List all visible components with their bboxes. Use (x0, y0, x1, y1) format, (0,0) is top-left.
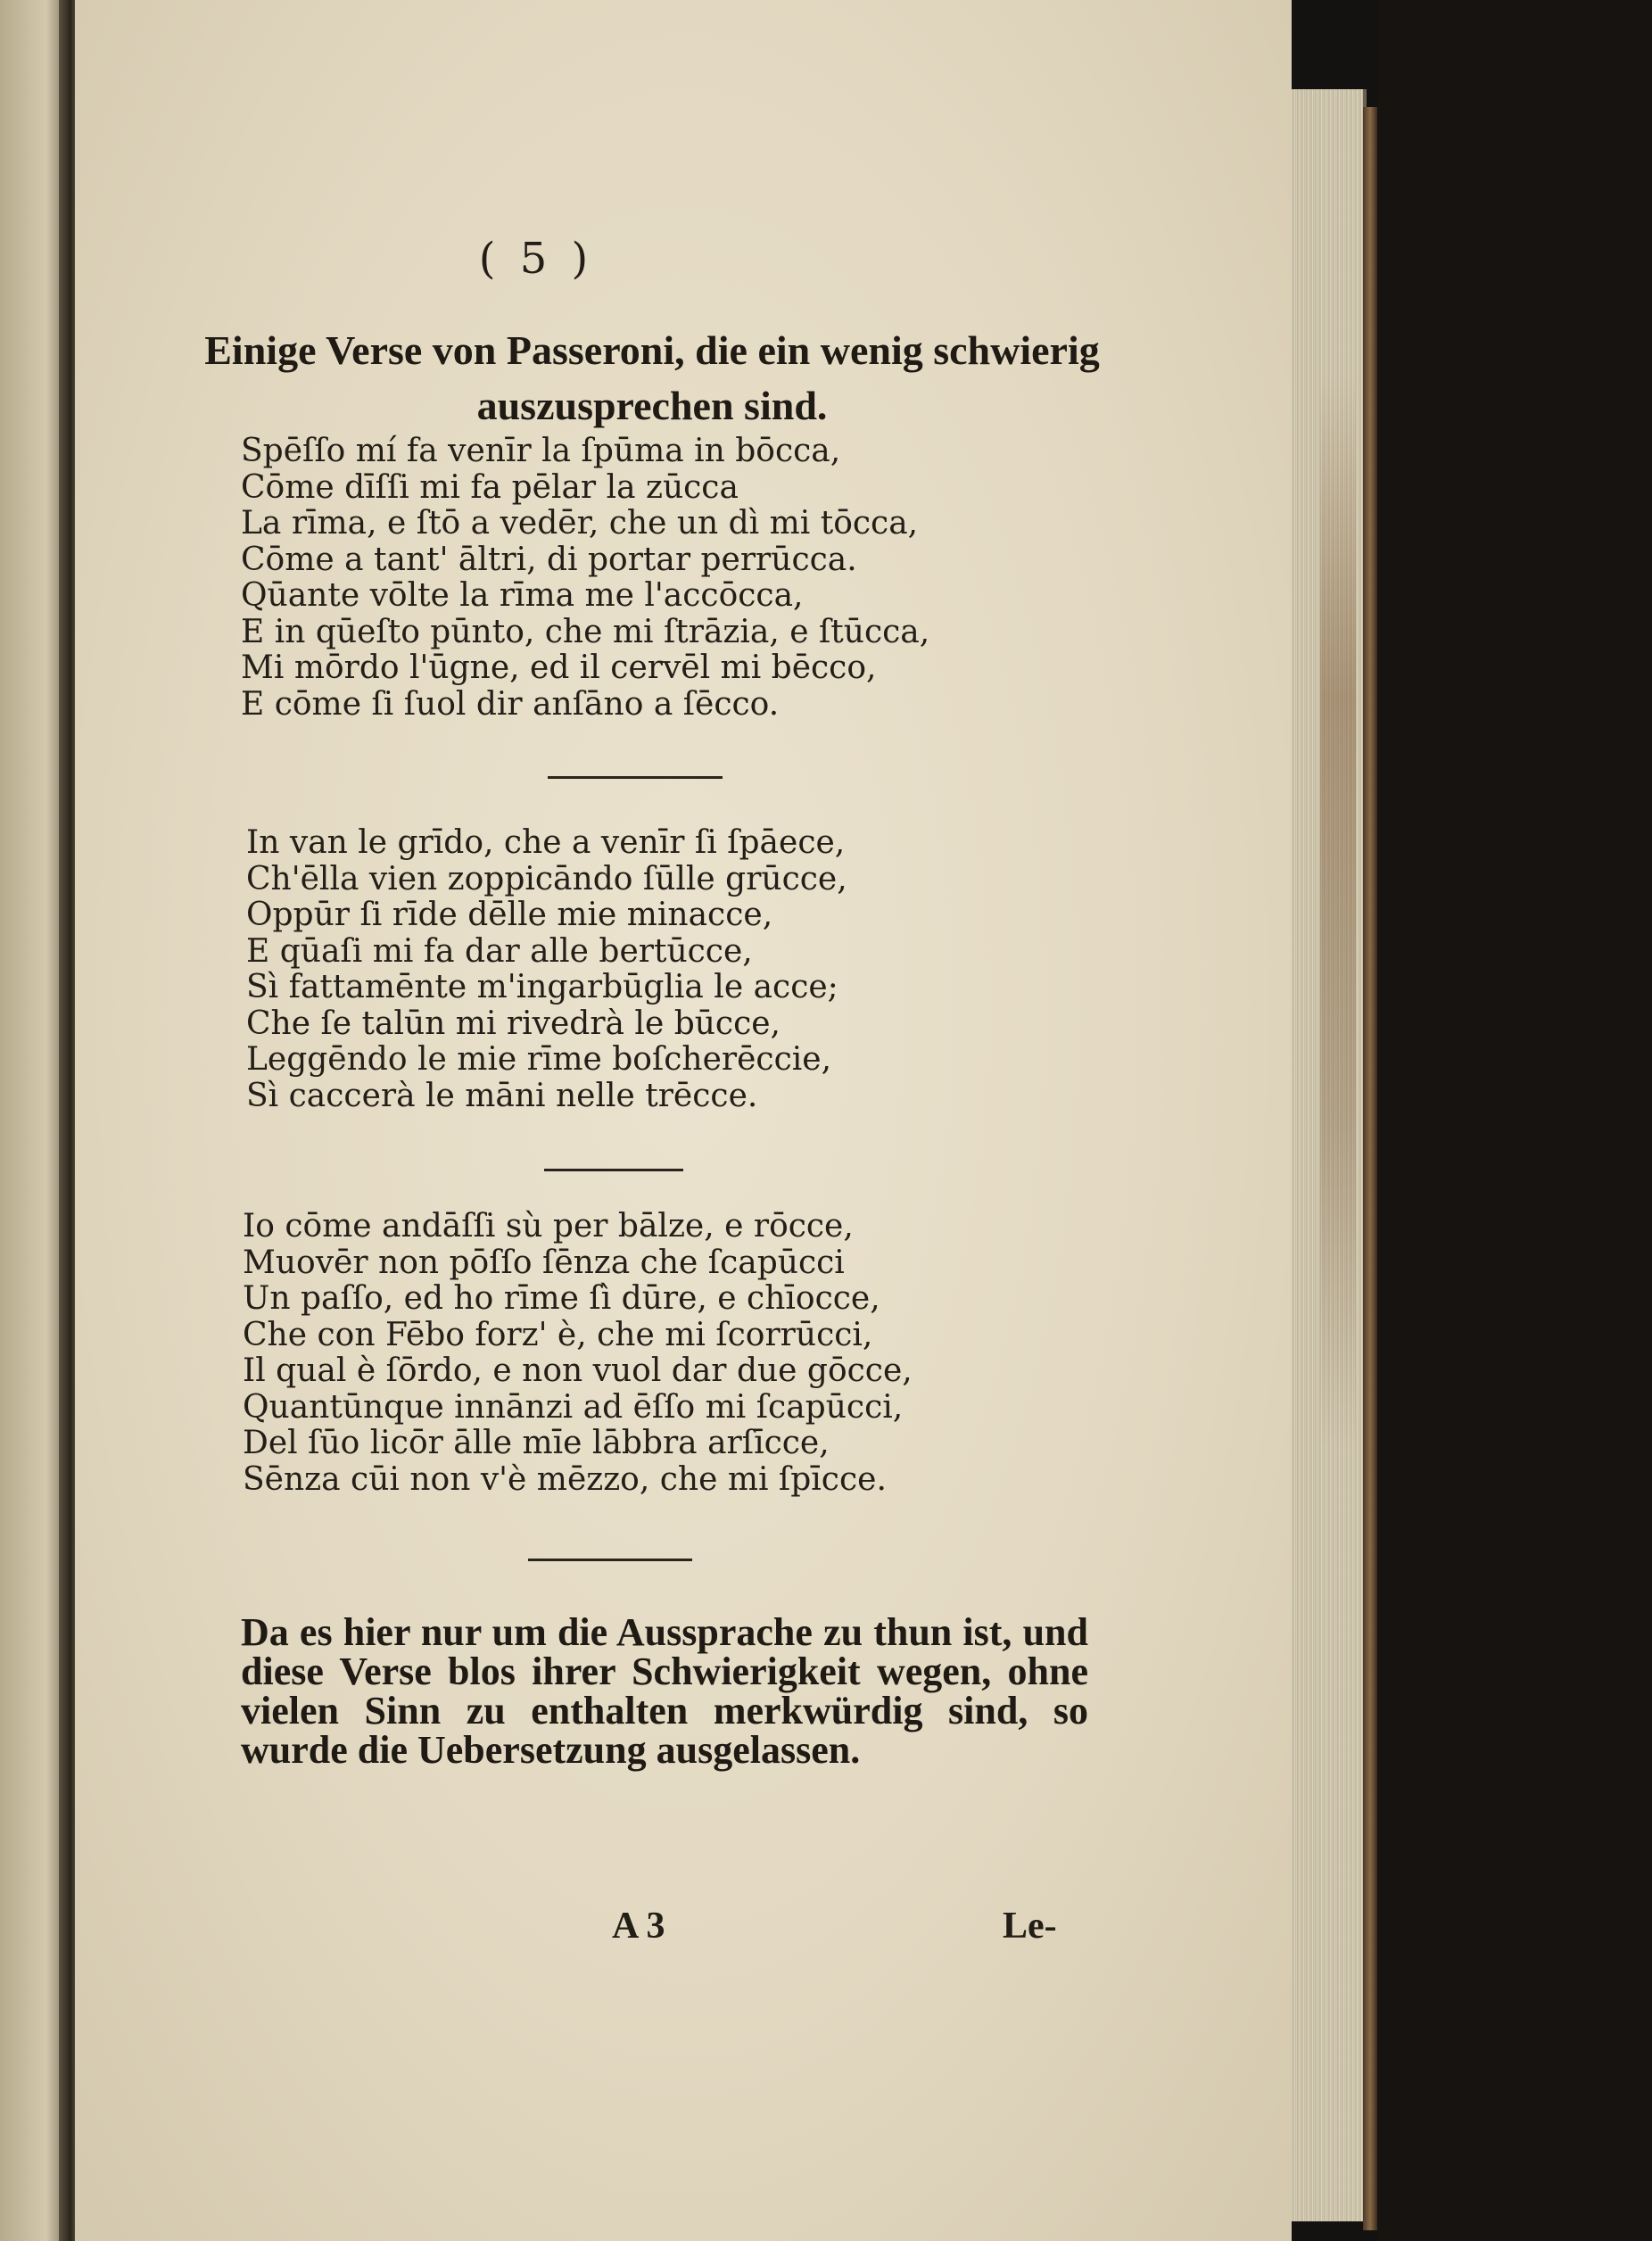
cover-edge (1363, 107, 1377, 2230)
verse-line: Spēſſo mí fa venīr la ſpūma in bōcca, (241, 433, 841, 469)
catchword: Le- (1003, 1906, 1057, 1947)
verse-line: La rīma, e ſtō a vedēr, che un dì mi tōcca, (241, 505, 919, 542)
verse-line: Il qual è ſōrdo, e non vuol dar due gōcce, (243, 1352, 913, 1389)
verse-line: Quantūnque innānzi ad ēſſo mi ſcapūcci, (243, 1388, 904, 1426)
verse-line: Muovēr non pōſſo ſēnza che ſcapūcci (243, 1244, 845, 1281)
stanza-3 (243, 1209, 1045, 1498)
verse-line: Io cōme andāſſi sù per bālze, e rōcce, (243, 1208, 854, 1245)
stanza-1 (241, 434, 1044, 723)
left-page-edge (0, 0, 66, 2241)
verse-line: Oppūr ſi rīde dēlle mie minacce, (246, 897, 773, 933)
verse-line: E cōme ſi ſuol dir anſāno a ſēcco. (241, 685, 780, 723)
verse-line: Del ſūo licōr ālle mīe lābbra arſīcce, (243, 1425, 830, 1461)
translation-note: Da es hier nur um die Aussprache zu thun ist, und diese Verse blos ihrer Schwierigkeit wegen, ohne vielen Sinn zu enthalten merkwürdig sind, so wurde die Uebersetzung ausgelassen. (241, 1610, 1088, 1772)
verse-line: Che ſe talūn mi rivedrà le būcce, (246, 1005, 781, 1042)
verse-line: Ch'ēlla vien zoppicāndo ſūlle grūcce, (246, 860, 847, 897)
verse-line: Sēnza cūi non v'è mēzzo, che mi ſpīcce. (243, 1460, 887, 1498)
edge-stain (1320, 375, 1356, 1445)
verse-line: E in qūeſto pūnto, che mi ſtrāzia, e ſtūcca, (241, 613, 930, 650)
background-shadow (1377, 0, 1652, 2241)
verse-line: Qūante vōlte la rīma me l'accōcca, (241, 577, 804, 614)
page-number: ( 5 ) (478, 234, 594, 284)
verse-line: Cōme dīſſi mi fa pēlar la zūcca (241, 468, 739, 506)
page-heading (184, 323, 1120, 434)
verse-line: Cōme a tant' āltri, di portar perrūcca. (241, 541, 857, 578)
verse-line: Che con Fēbo forz' è, che mi ſcorrūcci, (243, 1316, 873, 1353)
section-divider (528, 1559, 692, 1561)
verse-line: In van le grīdo, che a venīr ſi ſpāece, (246, 824, 846, 861)
verse-line: Sì fattamēnte m'ingarbūglia le acce; (246, 969, 838, 1005)
section-divider (544, 1169, 683, 1171)
section-divider (548, 776, 723, 779)
stanza-2 (246, 825, 1049, 1114)
heading-line-2: auszusprechen sind. (476, 383, 828, 428)
verse-line: Mi mōrdo l'ūgne, ed il cervēl mi bēcco, (241, 649, 877, 686)
heading-line-1: Einige Verse von Passeroni, die ein wenig schwierig (204, 327, 1100, 373)
verse-line: Un paſſo, ed ho rīme ſì dūre, e chīocce, (243, 1280, 880, 1317)
verse-line: Leggēndo le mie rīme boſcherēccie, (246, 1041, 832, 1078)
verse-line: E qūaſi mi fa dar alle bertūcce, (246, 932, 753, 970)
signature-mark: A 3 (612, 1906, 665, 1947)
verse-line: Sì caccerà le māni nelle trēcce. (246, 1077, 758, 1114)
